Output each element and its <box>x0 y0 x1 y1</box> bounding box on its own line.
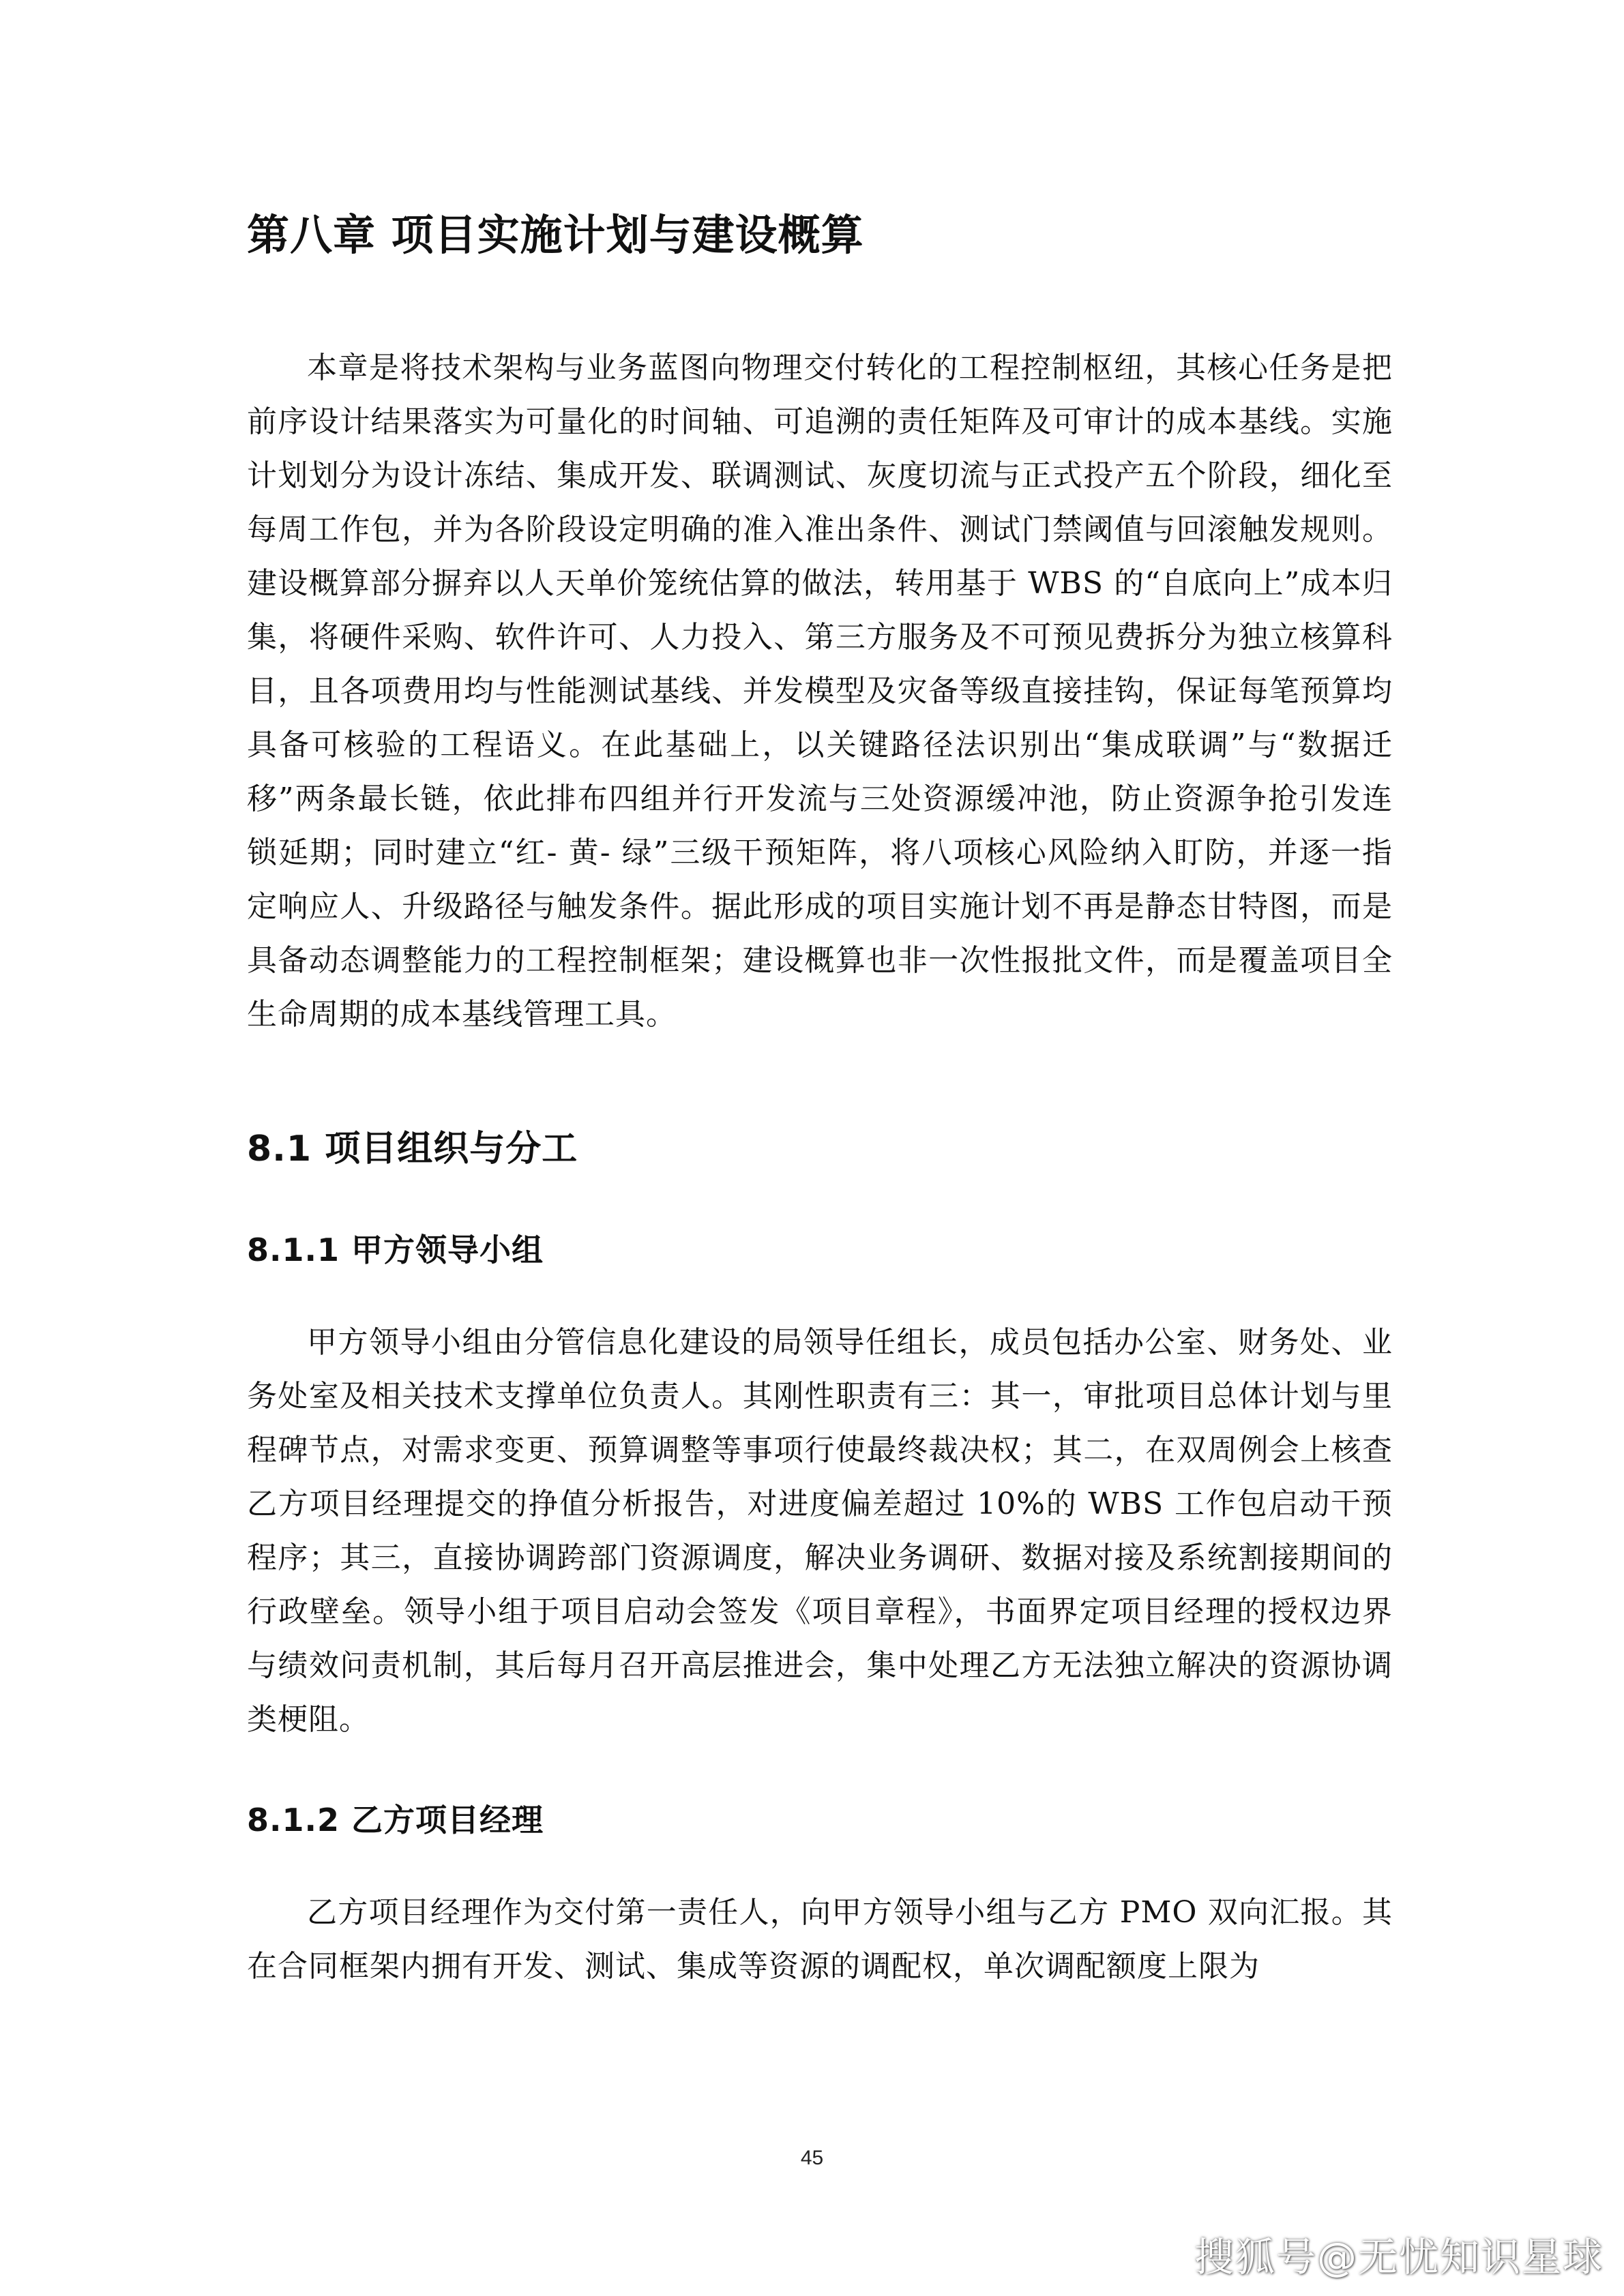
page-content <box>247 205 1393 1993</box>
chapter-title: 第八章 项目实施计划与建设概算 <box>247 210 864 260</box>
chapter-intro-paragraph: 本章是将技术架构与业务蓝图向物理交付转化的工程控制枢纽，其核心任务是把前序设计结果落实为可量化的时间轴、可追溯的责任矩阵及可审计的成本基线。实施计划划分为设计冻结、集成开发、联调测试、灰度切流与正式投产五个阶段，细化至每周工作包，并为各阶段设定明确的准入准出条件、测试门禁阈值与回滚触发规则。建设概算部分摒弃以人天单价笼统估算的做法，转用基于 WBS 的“自底向上”成本归集，将硬件采购、软件许可、人力投入、第三方服务及不可预见费拆分为独立核算科目，且各项费用均与性能测试基线、并发模型及灾备等级直接挂钩，保证每笔预算均具备可核验的工程语义。在此基础上，以关键路径法识别出“集成联调”与“数据迁移”两条最长链，依此排布四组并行开发流与三处资源缓冲池，防止资源争抢引发连锁延期；同时建立“红- 黄- 绿”三级干预矩阵，将八项核心风险纳入盯防，并逐一指定响应人、升级路径与触发条件。据此形成的项目实施计划不再是静态甘特图，而是具备动态调整能力的工程控制框架；建设概算也非一次性报批文件，而是覆盖项目全生命周期的成本基线管理工具。 <box>247 351 1393 1032</box>
watermark: 搜狐号@无忧知识星球 <box>1194 2234 1604 2280</box>
subsection-heading-8-1-2: 8.1.2 乙方项目经理 <box>247 1802 544 1838</box>
page-number: 45 <box>800 2147 824 2169</box>
section-heading-8-1: 8.1 项目组织与分工 <box>247 1129 578 1169</box>
subsection-8-1-1-paragraph: 甲方领导小组由分管信息化建设的局领导任组长，成员包括办公室、财务处、业务处室及相关技术支撑单位负责人。其刚性职责有三：其一，审批项目总体计划与里程碑节点，对需求变更、预算调整等事项行使最终裁决权；其二，在双周例会上核查乙方项目经理提交的挣值分析报告，对进度偏差超过 10%的 WBS 工作包启动干预程序；其三，直接协调跨部门资源调度，解决业务调研、数据对接及系统割接期间的行政壁垒。领导小组于项目启动会签发《项目章程》，书面界定项目经理的授权边界与绩效问责机制，其后每月召开高层推进会，集中处理乙方无法独立解决的资源协调类梗阻。 <box>247 1325 1393 1737</box>
subsection-8-1-2-paragraph: 乙方项目经理作为交付第一责任人，向甲方领导小组与乙方 PMO 双向汇报。其在合同框架内拥有开发、测试、集成等资源的调配权，单次调配额度上限为 <box>247 1895 1393 1984</box>
subsection-heading-8-1-1: 8.1.1 甲方领导小组 <box>247 1232 544 1268</box>
